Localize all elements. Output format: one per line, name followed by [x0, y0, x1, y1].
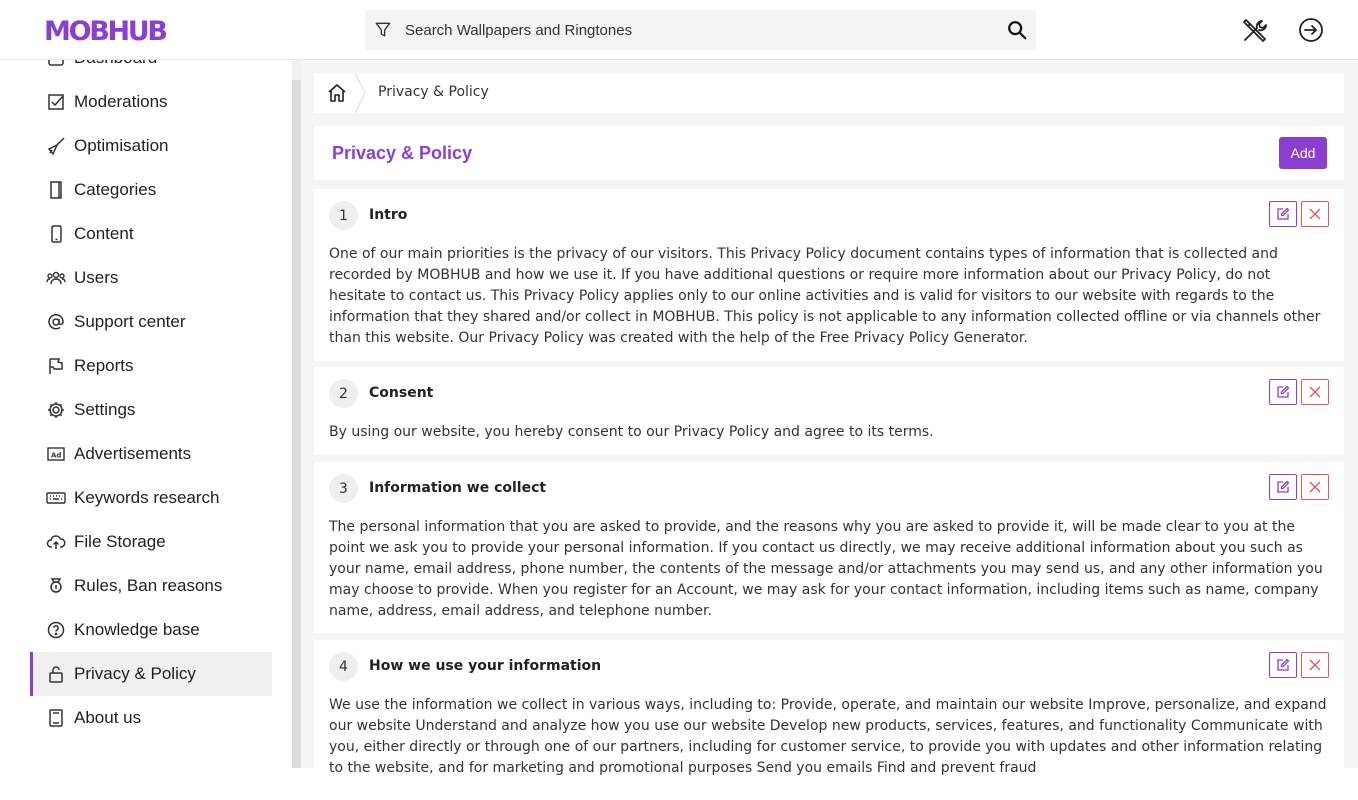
- book-icon: [46, 180, 66, 200]
- sidebar-item-label: About us: [74, 708, 142, 727]
- breadcrumb-current: Privacy & Policy: [378, 84, 489, 100]
- sidebar-item-privacy-policy[interactable]: [30, 652, 272, 696]
- logo-text: MOBHUB: [44, 16, 168, 47]
- section-number: 2: [329, 379, 358, 408]
- svg-text:Ad: Ad: [51, 451, 62, 460]
- section-number: 1: [329, 201, 358, 230]
- sidebar-item-label: Advertisements: [74, 444, 192, 463]
- tools-icon[interactable]: [1240, 15, 1270, 45]
- close-icon: [1308, 658, 1322, 672]
- sidebar-item-label: Reports: [74, 356, 134, 375]
- add-button[interactable]: Add: [1279, 137, 1327, 169]
- users-icon: [46, 268, 66, 288]
- sidebar-item-keywords-research[interactable]: [30, 476, 272, 520]
- logout-icon[interactable]: [1296, 15, 1326, 45]
- sidebar-item-knowledge-base[interactable]: [30, 608, 272, 652]
- sidebar-item-content[interactable]: [30, 212, 272, 256]
- section-body: The personal information that you are asked to provide, and the reasons why you are asked to provide it, will be made clear to you at the point we ask you to provide your personal information. If you contact us directly, we may receive additional information about you such as your name, email address, phone number, the contents of the message and/or attachments you may send us, and any other information you may choose to provide. When you register for an Account, we may ask for your contact information, including items such as name, company name, address, email address, and telephone number.: [329, 519, 1323, 619]
- sidebar-item-optimisation[interactable]: [30, 124, 272, 168]
- breadcrumb: [314, 73, 1344, 113]
- policy-section: [314, 189, 1344, 361]
- badge-icon: [46, 576, 66, 596]
- at-icon: [46, 312, 66, 332]
- policy-section: [314, 462, 1344, 633]
- gear-icon: [46, 400, 66, 420]
- phone-icon: [46, 224, 66, 244]
- sidebar-item-label: Content: [74, 224, 134, 243]
- sidebar-item-label: Settings: [74, 400, 136, 419]
- sidebar-item-label: Support center: [74, 312, 186, 331]
- section-title: Consent: [369, 385, 434, 401]
- section-number: 3: [329, 474, 358, 503]
- search-bar: [365, 10, 1036, 50]
- edit-button[interactable]: [1269, 652, 1297, 678]
- home-icon[interactable]: [326, 82, 348, 104]
- sidebar: [0, 60, 292, 768]
- section-title: Information we collect: [369, 480, 547, 496]
- section-body: We use the information we collect in various ways, including to: Provide, operate, and maintain our website Improve, personalize, and expand our website Understand and analyze how you use our website Develop new products, services, features, and functionality Communicate with you, either directly or through one of our partners, including for customer service, to provide you with updates and other information relating to the website, and for marketing and promotional purposes Send you emails Find and prevent fraud: [329, 697, 1327, 776]
- sidebar-item-label: Knowledge base: [74, 620, 200, 639]
- top-header: [0, 0, 1358, 60]
- sidebar-scrollbar[interactable]: [292, 60, 301, 768]
- sidebar-item-moderations[interactable]: [30, 80, 272, 124]
- delete-button[interactable]: [1301, 474, 1329, 500]
- search-icon[interactable]: [1006, 19, 1028, 41]
- edit-icon: [1276, 658, 1290, 672]
- edit-icon: [1276, 480, 1290, 494]
- section-title: Intro: [369, 207, 408, 223]
- sidebar-item-label: Categories: [74, 180, 157, 199]
- main-content: [301, 60, 1358, 776]
- delete-button[interactable]: [1301, 379, 1329, 405]
- sidebar-item-label: Users: [74, 268, 119, 287]
- sidebar-item-label: Moderations: [74, 92, 168, 111]
- cloud-icon: [46, 532, 66, 552]
- close-icon: [1308, 207, 1322, 221]
- broom-icon: [46, 136, 66, 156]
- edit-icon: [1276, 385, 1290, 399]
- mobhub-logo[interactable]: [44, 13, 174, 47]
- question-icon: [46, 620, 66, 640]
- sidebar-item-advertisements[interactable]: [30, 432, 272, 476]
- breadcrumb-separator-icon: [354, 73, 366, 113]
- edit-button[interactable]: [1269, 201, 1297, 227]
- policy-section: [314, 367, 1344, 455]
- page-title: Privacy & Policy: [332, 143, 473, 163]
- delete-button[interactable]: [1301, 652, 1329, 678]
- section-body: By using our website, you hereby consent to our Privacy Policy and agree to its terms.: [329, 424, 934, 440]
- delete-button[interactable]: [1301, 201, 1329, 227]
- section-body: One of our main priorities is the privacy of our visitors. This Privacy Policy document contains types of information that is collected and recorded by MOBHUB and how we use it. If you have additional questions or require more information about our Privacy Policy, do not hesitate to contact us. This Privacy Policy applies only to our online activities and is valid for visitors to our website with regards to the information that they shared and/or collect in MOBHUB. This policy is not applicable to any information collected offline or via channels other than this website. Our Privacy Policy was created with the help of the Free Privacy Policy Generator.: [329, 246, 1321, 346]
- sidebar-item-label: Keywords research: [74, 488, 220, 507]
- sidebar-item-categories[interactable]: [30, 168, 272, 212]
- search-input[interactable]: [405, 10, 995, 50]
- keyboard-icon: [46, 488, 66, 508]
- page-header: [314, 126, 1344, 180]
- edit-button[interactable]: [1269, 379, 1297, 405]
- sidebar-item-label: Privacy & Policy: [74, 664, 196, 683]
- edit-icon: [1276, 207, 1290, 221]
- sidebar-item-reports[interactable]: [30, 344, 272, 388]
- close-icon: [1308, 480, 1322, 494]
- close-icon: [1308, 385, 1322, 399]
- scrollbar-thumb[interactable]: [292, 80, 301, 768]
- sidebar-item-label: File Storage: [74, 532, 166, 551]
- checkbox-icon: [46, 92, 66, 112]
- notebook-icon: [46, 708, 66, 728]
- section-title: How we use your information: [369, 658, 602, 674]
- sidebar-item-label: Rules, Ban reasons: [74, 576, 223, 595]
- lock-icon: [46, 664, 66, 684]
- flag-icon: [46, 356, 66, 376]
- sidebar-item-about-us[interactable]: [30, 696, 272, 740]
- sidebar-item-file-storage[interactable]: [30, 520, 272, 564]
- ad-icon: [46, 444, 66, 464]
- sidebar-item-rules-ban-reasons[interactable]: [30, 564, 272, 608]
- edit-button[interactable]: [1269, 474, 1297, 500]
- policy-section: [314, 640, 1344, 800]
- sidebar-item-support-center[interactable]: [30, 300, 272, 344]
- sidebar-item-label: Optimisation: [74, 136, 169, 155]
- filter-icon[interactable]: [373, 20, 393, 40]
- sidebar-item-users[interactable]: [30, 256, 272, 300]
- section-number: 4: [329, 652, 358, 681]
- sidebar-item-settings[interactable]: [30, 388, 272, 432]
